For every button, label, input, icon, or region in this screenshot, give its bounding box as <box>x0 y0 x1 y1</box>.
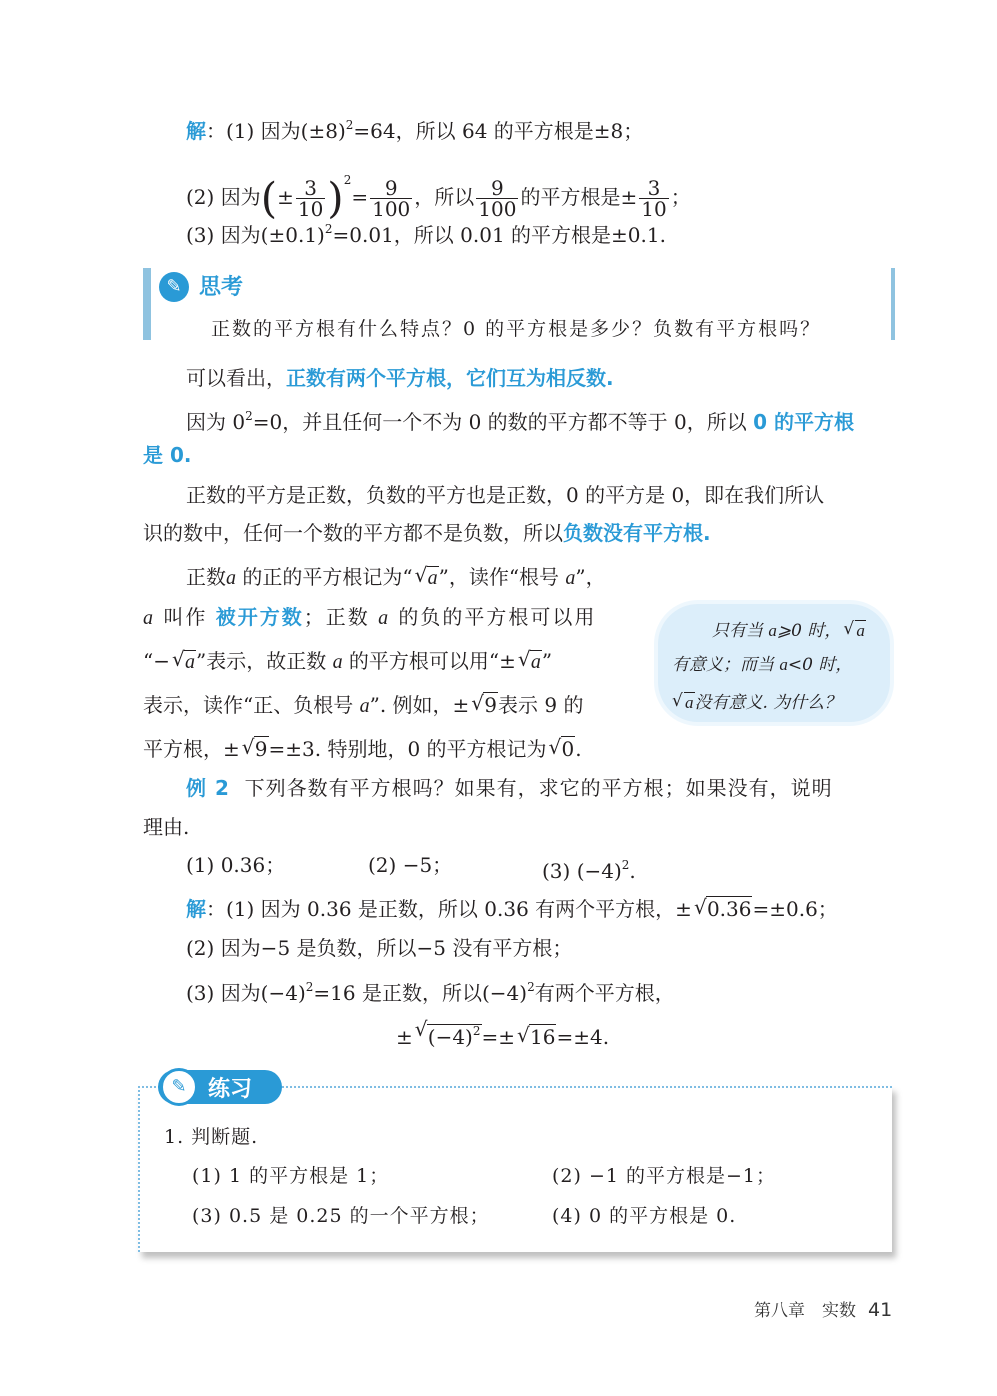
solution-label: 解 <box>186 897 206 921</box>
paragraph-4-line-2: a 叫作 被开方数；正数 a 的负的平方根可以用 <box>143 605 597 629</box>
sqrt: √ 9 <box>242 734 269 764</box>
example-2-line-2: 理由. <box>143 815 190 839</box>
think-box-left-bar <box>143 268 151 340</box>
sqrt: √ a <box>843 621 866 641</box>
solution-2-line-1: 解：(1) 因为 0.36 是正数，所以 0.36 有两个平方根，±√ 0.36=±0.6； <box>186 894 838 924</box>
key-point: 0 的平方根 <box>753 410 854 434</box>
practice-item-2: (2) −1 的平方根是−1； <box>552 1165 777 1187</box>
example-label: 例 2 <box>186 776 230 800</box>
key-point: 正数有两个平方根，它们互为相反数. <box>286 366 614 390</box>
think-question: 正数的平方根有什么特点？0 的平方根是多少？负数有平方根吗？ <box>211 318 822 340</box>
page-footer <box>754 1296 892 1321</box>
think-box <box>143 268 895 340</box>
practice-item-1: (1) 1 的平方根是 1； <box>192 1165 390 1187</box>
sqrt: √ 9 <box>471 690 498 720</box>
sqrt: √ a <box>172 646 196 677</box>
solution-1-line-2: (2) 因为(± $\frac{3}{10}$ )$^2$= $\frac{9}{100}$ ，所以 $\frac{9}{100}$ 的平方根是± $\frac{3}{10}$ ； <box>186 173 691 223</box>
practice-item-4: (4) 0 的平方根是 0. <box>552 1205 737 1227</box>
paragraph-4-line-1: 正数a 的正的平方根记为“√ a”，读作“根号 a”， <box>186 562 606 593</box>
solution-1-line-3: (3) 因为$(\pm 0.1)^2=0.01$，所以 0.01 的平方根是±0.1. <box>186 222 666 247</box>
paragraph-4-line-5: 平方根，±√ 9=±3. 特别地，0 的平方根记为√ 0. <box>143 734 582 764</box>
practice-question: 1. 判断题. <box>164 1126 259 1148</box>
think-bulb-icon: ✎ <box>159 272 189 302</box>
sqrt: √ a <box>518 646 542 677</box>
paragraph-1: 可以看出，正数有两个平方根，它们互为相反数. <box>186 366 614 390</box>
solution-2-line-3: (3) 因为$(-4)^2=16$ 是正数，所以$(-4)^2$有两个平方根， <box>186 980 675 1005</box>
example-item-1: (1) 0.36； <box>186 853 286 877</box>
paragraph-2-line-2: 是 0. <box>143 443 192 467</box>
think-title: 思考 <box>199 275 244 300</box>
paragraph-3-line-2: 识的数中，任何一个数的平方都不是负数，所以负数没有平方根. <box>143 521 711 545</box>
practice-box <box>138 1086 892 1252</box>
note-line-3: √ a没有意义. 为什么？ <box>670 688 841 713</box>
pencil-icon: ✎ <box>160 1068 198 1106</box>
solution-2-line-2: (2) 因为−5 是负数，所以−5 没有平方根； <box>186 936 573 960</box>
page-number: 41 <box>868 1299 893 1321</box>
practice-title: 练习 <box>208 1077 253 1102</box>
fraction: $\frac{9}{100}$ <box>478 176 517 221</box>
chapter-title: 第八章 实数 <box>754 1301 856 1321</box>
fraction: $\frac{3}{10}$ <box>641 176 667 221</box>
margin-note-cloud <box>658 604 890 722</box>
sqrt: √ 16 <box>517 1022 556 1052</box>
solution-label: 解 <box>186 119 206 143</box>
sqrt: √ 0 <box>549 734 576 764</box>
paragraph-3-line-1: 正数的平方是正数，负数的平方也是正数，0 的平方是 0，即在我们所认 <box>186 483 825 507</box>
key-term: 被开方数 <box>215 605 304 629</box>
fraction: $\frac{3}{10}$ <box>297 176 324 221</box>
sqrt: √ a <box>415 562 439 593</box>
key-point: 负数没有平方根. <box>563 521 711 545</box>
fraction: $\frac{9}{100}$ <box>372 176 411 221</box>
example-item-3: (3) $(-4)^2$. <box>542 858 636 883</box>
example-2-line-1: 例 2 下列各数有平方根吗？如果有，求它的平方根；如果没有，说明 <box>186 776 833 800</box>
practice-item-3: (3) 0.5 是 0.25 的一个平方根； <box>192 1205 490 1227</box>
note-line-2: 有意义；而当 a<0 时， <box>672 655 853 675</box>
solution-1-line-1: 解：(1) 因为$(\pm 8)^2=64$，所以 64 的平方根是±8； <box>186 118 644 143</box>
sqrt: √ $(-4)^2$ <box>415 1016 482 1052</box>
paragraph-4-line-4: 表示，读作“正、负根号 a”. 例如，±√ 9表示 9 的 <box>143 690 583 721</box>
think-box-right-bar <box>891 268 895 340</box>
paragraph-2-line-1: 因为 $0^2=0$，并且任何一个不为 0 的数的平方都不等于 0，所以 0 的平方根 <box>186 409 854 434</box>
solution-2-line-4: ±√ $(-4)^2=\pm√$ 16=±4. <box>396 1016 609 1052</box>
sqrt: √ 0.36 <box>694 894 753 924</box>
sqrt: √ a <box>672 693 695 713</box>
note-line-1: 只有当 a⩾0 时，√ a <box>712 616 866 641</box>
example-item-2: (2) −5； <box>368 853 453 877</box>
paragraph-4-line-3: “−√ a”表示，故正数 a 的平方根可以用“±√ a” <box>143 646 552 677</box>
